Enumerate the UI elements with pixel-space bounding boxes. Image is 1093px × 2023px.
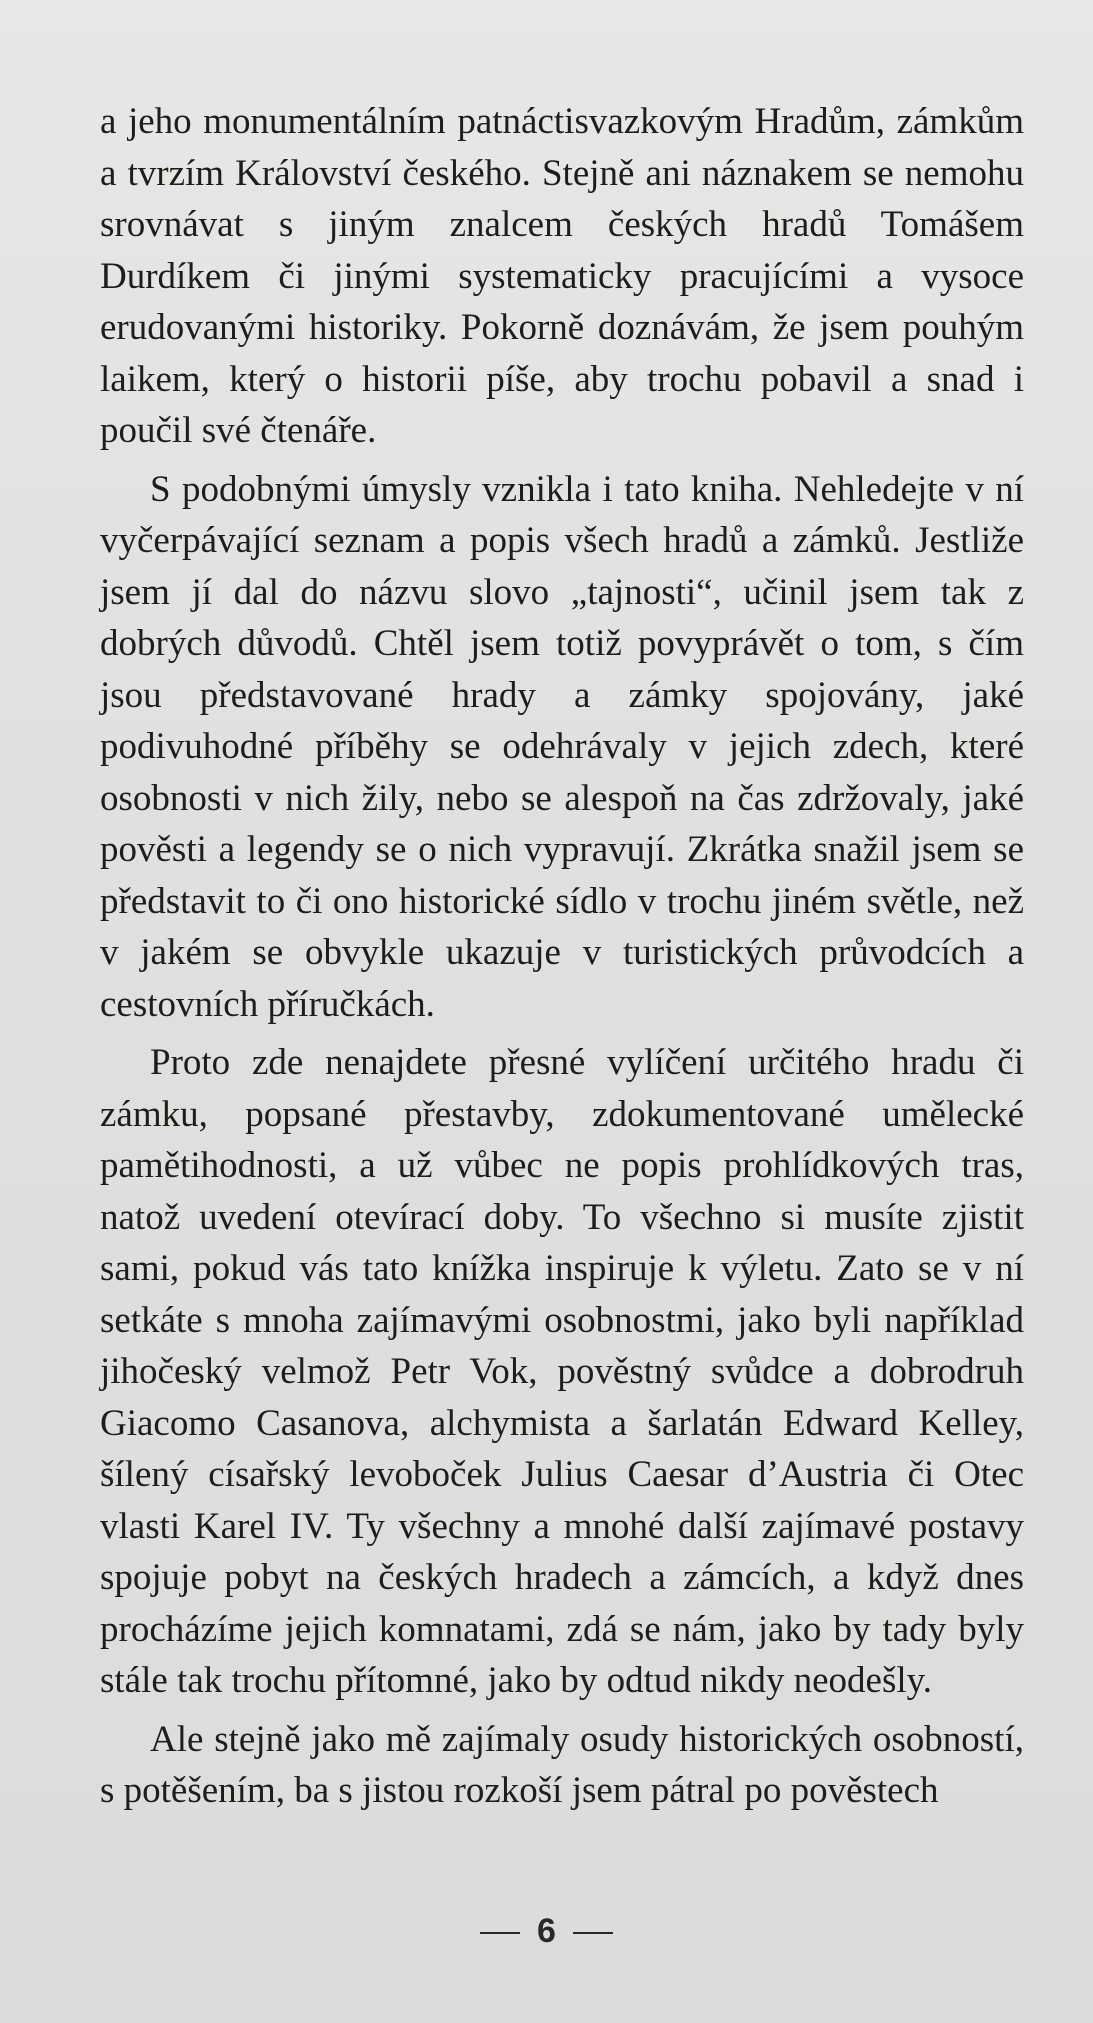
paragraph-3: Proto zde nenajdete přesné vylíčení určitého hradu či zámku, popsané přestavby, zdokumentované umělecké pamětihodnosti, a už vůbec ne popis prohlídkových tras, natož uvedení otevírací doby. To všechno si musíte zjistit sami, pokud vás tato knížka inspiruje k výletu. Zato se v ní setkáte s mnoha zajímavými osobnostmi, jako byli například jihočeský velmož Petr Vok, pověstný svůdce a dobrodruh Giacomo Casanova, alchymista a šarlatán Edward Kelley, šílený císařský levoboček Julius Caesar d’Austria či Otec vlasti Karel IV. Ty všechny a mnohé další zajímavé postavy spojuje pobyt na českých hradech a zámcích, a když dnes procházíme jejich komnatami, zdá se nám, jako by tady byly stále tak trochu přítomné, jako by odtud nikdy neodešly. — [100, 1042, 1024, 1701]
paragraph-1: a jeho monumentálním patnáctisvazkovým Hradům, zámkům a tvrzím Království českého. Stejně ani náznakem se nemohu srovnávat s jiným znalcem českých hradů Tomášem Durdíkem či jinými systematicky pracujícími a vysoce erudovanými historiky. Pokorně doznávám, že jsem pouhým laikem, který o historii píše, aby trochu pobavil a snad i poučil své čtenáře. — [100, 101, 1024, 451]
paragraph-4: Ale stejně jako mě zajímaly osudy historických osobností, s potěšením, ba s jistou rozkoší jsem pátral po pověstech — [100, 1718, 1024, 1811]
page-number-footer — [0, 1912, 1093, 1951]
folio-dash-left — [480, 1932, 520, 1934]
page-number: 6 — [537, 1912, 556, 1950]
paragraph-2: S podobnými úmysly vznikla i tato kniha. Nehledejte v ní vyčerpávající seznam a popis všech hradů a zámků. Jestliže jsem jí dal do názvu slovo „tajnosti“, učinil jsem tak z dobrých důvodů. Chtěl jsem totiž povyprávět o tom, s čím jsou představované hrady a zámky spojovány, jaké podivuhodné příběhy se odehrávaly v jejich zdech, které osobnosti v nich žily, nebo se alespoň na čas zdržovaly, jaké pověsti a legendy se o nich vypravují. Zkrátka snažil jsem se představit to či ono historické sídlo v trochu jiném světle, než v jakém se obvykle ukazuje v turistických průvodcích a cestovních příručkách. — [100, 468, 1024, 1025]
body-text — [100, 96, 1024, 1817]
folio-dash-right — [573, 1932, 613, 1934]
